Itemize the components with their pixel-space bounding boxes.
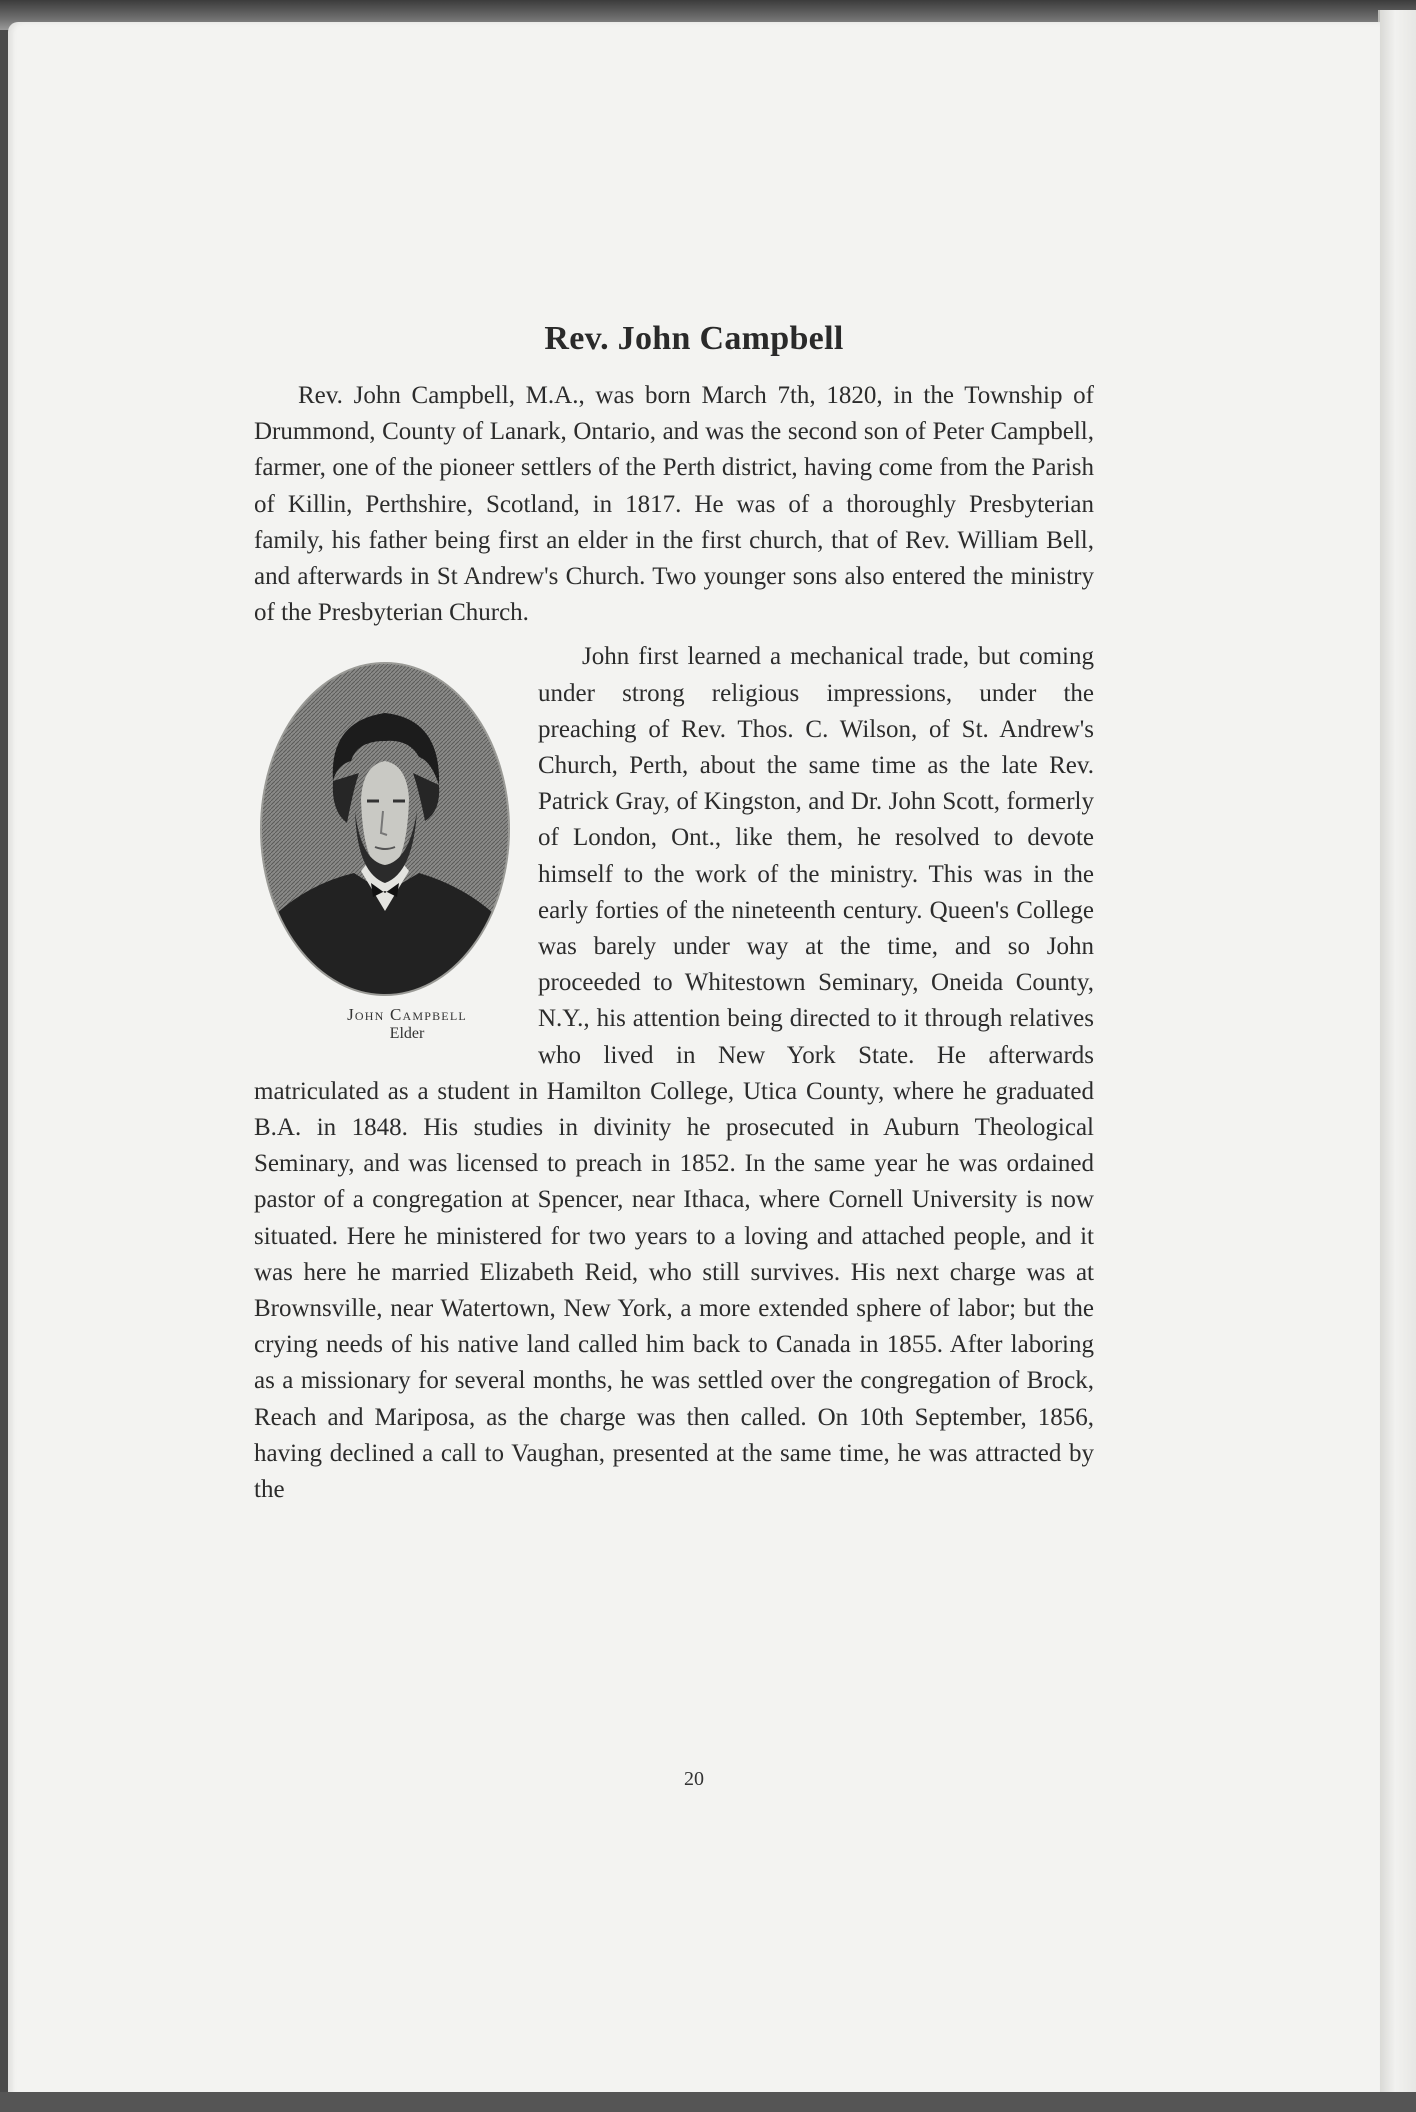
paragraph-2-text: John first learned a mechanical trade, but coming under strong religious impressions, under the preaching of Rev. Thos. C. Wilson, of St. Andrew's Church, Perth, about the same time as the late Rev. Patrick Gray, of Kingston, and Dr. John Scott, formerly of London, Ont., like them, he resolved to devote himself to the work of the ministry. This was in the early forties of the nineteenth century. Queen's College was barely under way at the time, and so John proceeded to Whitestown Seminary, Oneida County, N.Y., his attention being directed to it through relatives who lived in New York State. He afterwards matriculated as a student in Hamilton College, Utica County, where he graduated B.A. in 1848. His studies in divinity he prosecuted in Auburn Theological Seminary, and was licensed to preach in 1852. In the same year he was ordained pastor of a congregation at Spencer, near Ithaca, where Cornell University is now situated. Here he ministered for two years to a loving and attached people, and it was here he married Elizabeth Reid, who still survives. His next charge was at Brownsville, near Watertown, New York, a more extended sphere of labor; but the crying needs of his native land called him back to Canada in 1855. After laboring as a missionary for several months, he was settled over the congregation of Brock, Reach and Mariposa, as the charge was then called. On 10th September, 1856, having declined a call to Vaughan, presented at the same time, he was attracted by the bbox=[254, 643, 1094, 1504]
portrait-figure bbox=[252, 661, 518, 1043]
paragraph-1: Rev. John Campbell, M.A., was born March 7th, 1820, in the Township of Drummond, County of Lanark, Ontario, and was the second son of Peter Campbell, farmer, one of the pioneer settlers of the Perth district, having come from the Parish of Killin, Perthshire, Scotland, in 1817. He was of a thoroughly Presbyterian family, his father being first an elder in the first church, that of Rev. William Bell, and afterwards in St Andrew's Church. Two younger sons also entered the ministry of the Presbyterian Church. bbox=[254, 382, 1094, 627]
page-title: Rev. John Campbell bbox=[544, 320, 844, 357]
page-edge bbox=[1378, 10, 1416, 2100]
body-text bbox=[254, 378, 1094, 1516]
page-number: 20 bbox=[684, 1768, 704, 1790]
portrait-caption-role: Elder bbox=[389, 1025, 425, 1043]
scan-border-bottom bbox=[0, 2092, 1416, 2112]
book-page bbox=[8, 22, 1380, 2098]
portrait-caption-name: John Campbell bbox=[347, 1005, 467, 1025]
portrait-image bbox=[259, 661, 511, 997]
paragraph-2 bbox=[254, 639, 1094, 1508]
